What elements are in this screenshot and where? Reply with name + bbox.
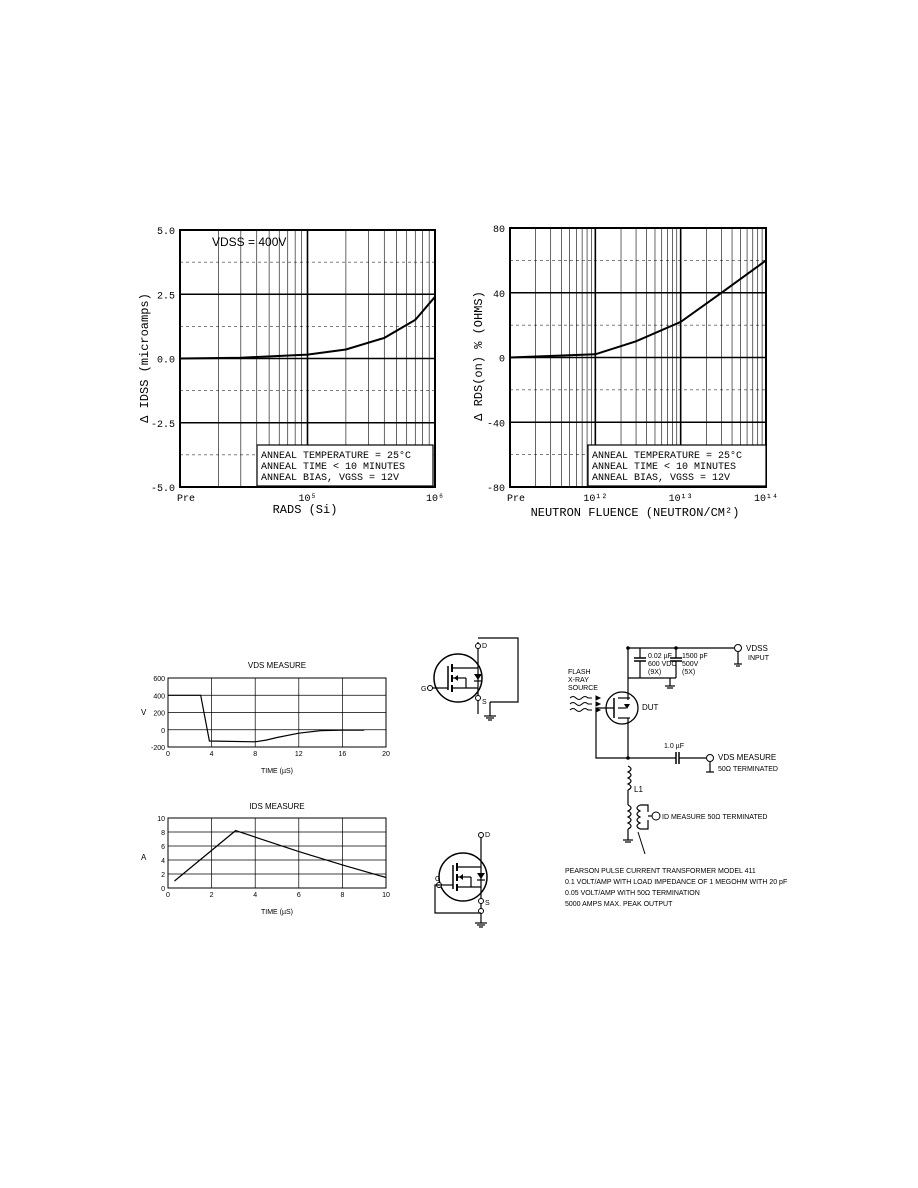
cap2-rating: 500V <box>682 661 699 668</box>
flash-label-2: X-RAY <box>568 677 589 684</box>
y-tick-label: 8 <box>161 830 165 837</box>
x-tick-label: 16 <box>338 751 347 758</box>
cap2-value: 1500 pF <box>682 653 708 660</box>
vds-grid <box>168 678 386 747</box>
idss-vdss-annotation: VDSS = 400V <box>212 235 287 249</box>
vds-chart-svg <box>135 655 400 780</box>
x-tick-label: 8 <box>253 751 258 758</box>
circuit-notes <box>565 866 805 922</box>
vds-x-ticks <box>166 751 390 758</box>
cap2-count: (5X) <box>682 669 696 676</box>
flash-label-3: SOURCE <box>568 685 598 692</box>
x-tick-label: 4 <box>209 751 214 758</box>
rdson-legend-box <box>588 445 766 486</box>
ids-y-ticks <box>157 816 165 893</box>
y-tick-label: -40 <box>486 419 505 431</box>
rdson-legend-line-2: ANNEAL TIME < 10 MINUTES <box>592 462 737 473</box>
note-line-1: PEARSON PULSE CURRENT TRANSFORMER MODEL 411 <box>565 868 756 875</box>
vdss-label: VDSS <box>746 644 768 653</box>
x-tick-label: 10⁶ <box>425 494 445 505</box>
y-tick-label: 4 <box>161 858 165 865</box>
note-line-4: 5000 AMPS MAX. PEAK OUTPUT <box>565 901 673 908</box>
vds-term-label: 50Ω TERMINATED <box>718 766 778 773</box>
dut-label: DUT <box>642 703 659 712</box>
ids-chart-svg <box>135 798 400 923</box>
y-tick-label: 0.0 <box>156 355 175 367</box>
idss-legend-line-2: ANNEAL TIME < 10 MINUTES <box>261 462 406 473</box>
test-circuit-svg <box>560 640 800 855</box>
idss-ylabel: Δ IDSS (microamps) <box>138 293 152 423</box>
y-tick-label: 200 <box>153 710 165 718</box>
x-tick-label: 10¹² <box>583 494 608 505</box>
mini2-drain-label: D <box>485 832 491 839</box>
mini1-source-label: S <box>482 699 487 706</box>
ids-x-ticks <box>166 892 390 899</box>
idss-legend-line-1: ANNEAL TEMPERATURE = 25°C <box>261 451 412 462</box>
idss-vs-rads-chart <box>120 210 450 530</box>
rdson-xlabel: NEUTRON FLUENCE (NEUTRON/CM²) <box>530 506 740 520</box>
x-tick-label: 10¹⁴ <box>753 494 779 505</box>
idss-xlabel: RADS (Si) <box>272 503 338 517</box>
x-tick-label: 6 <box>296 892 301 899</box>
x-tick-label: Pre <box>176 494 196 505</box>
idss-y-ticks <box>151 227 175 495</box>
y-tick-label: 0 <box>498 354 505 366</box>
cap1-value: 0.02 µF <box>648 653 672 660</box>
rdson-chart-svg <box>460 210 790 530</box>
x-tick-label: 4 <box>253 892 258 899</box>
vds-ylabel: V <box>141 708 147 717</box>
x-tick-label: 20 <box>382 751 390 758</box>
y-tick-label: 400 <box>153 693 165 701</box>
x-tick-label: 10 <box>382 892 390 899</box>
note-line-3: 0.05 VOLT/AMP WITH 50Ω TERMINATION <box>565 890 700 897</box>
y-tick-label: 600 <box>153 676 165 683</box>
idss-legend-box <box>257 445 433 486</box>
mini1-gate-label: G <box>421 686 427 693</box>
ids-xlabel: TIME (µS) <box>260 909 294 916</box>
y-tick-label: -200 <box>150 745 165 752</box>
note-line-2: 0.1 VOLT/AMP WITH LOAD IMPEDANCE OF 1 MEGOHM WITH 20 pF <box>565 879 788 886</box>
rdson-vs-neutron-chart <box>460 210 790 530</box>
rdson-x-ticks <box>507 493 778 505</box>
x-tick-label: 10¹³ <box>668 494 693 505</box>
vds-test-schematic <box>418 632 528 722</box>
mini2-source-label: S <box>485 900 490 907</box>
vds-measure-chart <box>135 655 400 780</box>
ids-measure-chart <box>135 798 400 923</box>
rdson-ylabel: Δ RDS(on) % (OHMS) <box>472 291 486 421</box>
ids-title: IDS MEASURE <box>249 802 305 811</box>
cap3-value: 1.0 µF <box>664 743 684 750</box>
idss-chart-svg <box>120 210 450 530</box>
y-tick-label: -5.0 <box>150 484 175 495</box>
rdson-legend-line-1: ANNEAL TEMPERATURE = 25°C <box>592 451 743 462</box>
x-tick-label: 0 <box>166 892 170 899</box>
cap1-rating: 600 VDC <box>648 661 677 668</box>
y-tick-label: 2 <box>161 872 165 879</box>
flash-label-1: FLASH <box>568 669 591 676</box>
vdss-input-label: INPUT <box>748 655 769 662</box>
x-tick-label: 8 <box>340 892 345 899</box>
y-tick-label: 2.5 <box>156 291 175 303</box>
rdson-legend-line-3: ANNEAL BIAS, VGSS = 12V <box>592 473 731 484</box>
vds-series-line <box>168 695 364 742</box>
flash-xray-test-circuit <box>560 640 800 855</box>
ids-schematic-svg <box>425 825 515 930</box>
y-tick-label: 40 <box>492 289 505 301</box>
x-tick-label: 12 <box>294 751 303 758</box>
y-tick-label: -80 <box>486 484 505 495</box>
vds-y-ticks <box>151 676 165 752</box>
mini1-drain-label: D <box>482 643 488 650</box>
cap1-count: (9X) <box>648 669 662 676</box>
plot-frame <box>168 818 386 888</box>
y-tick-label: -2.5 <box>150 419 175 431</box>
x-tick-label: Pre <box>506 494 526 505</box>
x-tick-label: 10⁵ <box>298 494 317 505</box>
vds-measure-label: VDS MEASURE <box>718 753 777 762</box>
vds-schematic-svg <box>418 632 528 722</box>
vds-title: VDS MEASURE <box>247 661 307 670</box>
x-tick-label: 0 <box>166 751 170 758</box>
l1-label: L1 <box>634 785 643 794</box>
ids-series-line <box>175 831 387 881</box>
rdson-y-ticks <box>487 225 505 495</box>
y-tick-label: 0 <box>161 886 165 893</box>
rdson-series-line <box>510 260 766 357</box>
y-tick-label: 5.0 <box>156 227 175 238</box>
y-tick-label: 10 <box>157 816 165 823</box>
y-tick-label: 6 <box>161 844 165 851</box>
idss-legend-line-3: ANNEAL BIAS, VGSS = 12V <box>261 473 400 484</box>
y-tick-label: 80 <box>492 225 505 236</box>
x-tick-label: 2 <box>209 892 214 899</box>
vds-xlabel: TIME (µS) <box>260 768 294 775</box>
mini2-gate-label: G <box>435 876 441 883</box>
id-measure-label: ID MEASURE 50Ω TERMINATED <box>662 814 768 821</box>
ids-test-schematic <box>425 825 515 930</box>
ids-grid <box>168 818 386 888</box>
y-tick-label: 0 <box>161 727 165 735</box>
ids-ylabel: A <box>141 853 147 862</box>
